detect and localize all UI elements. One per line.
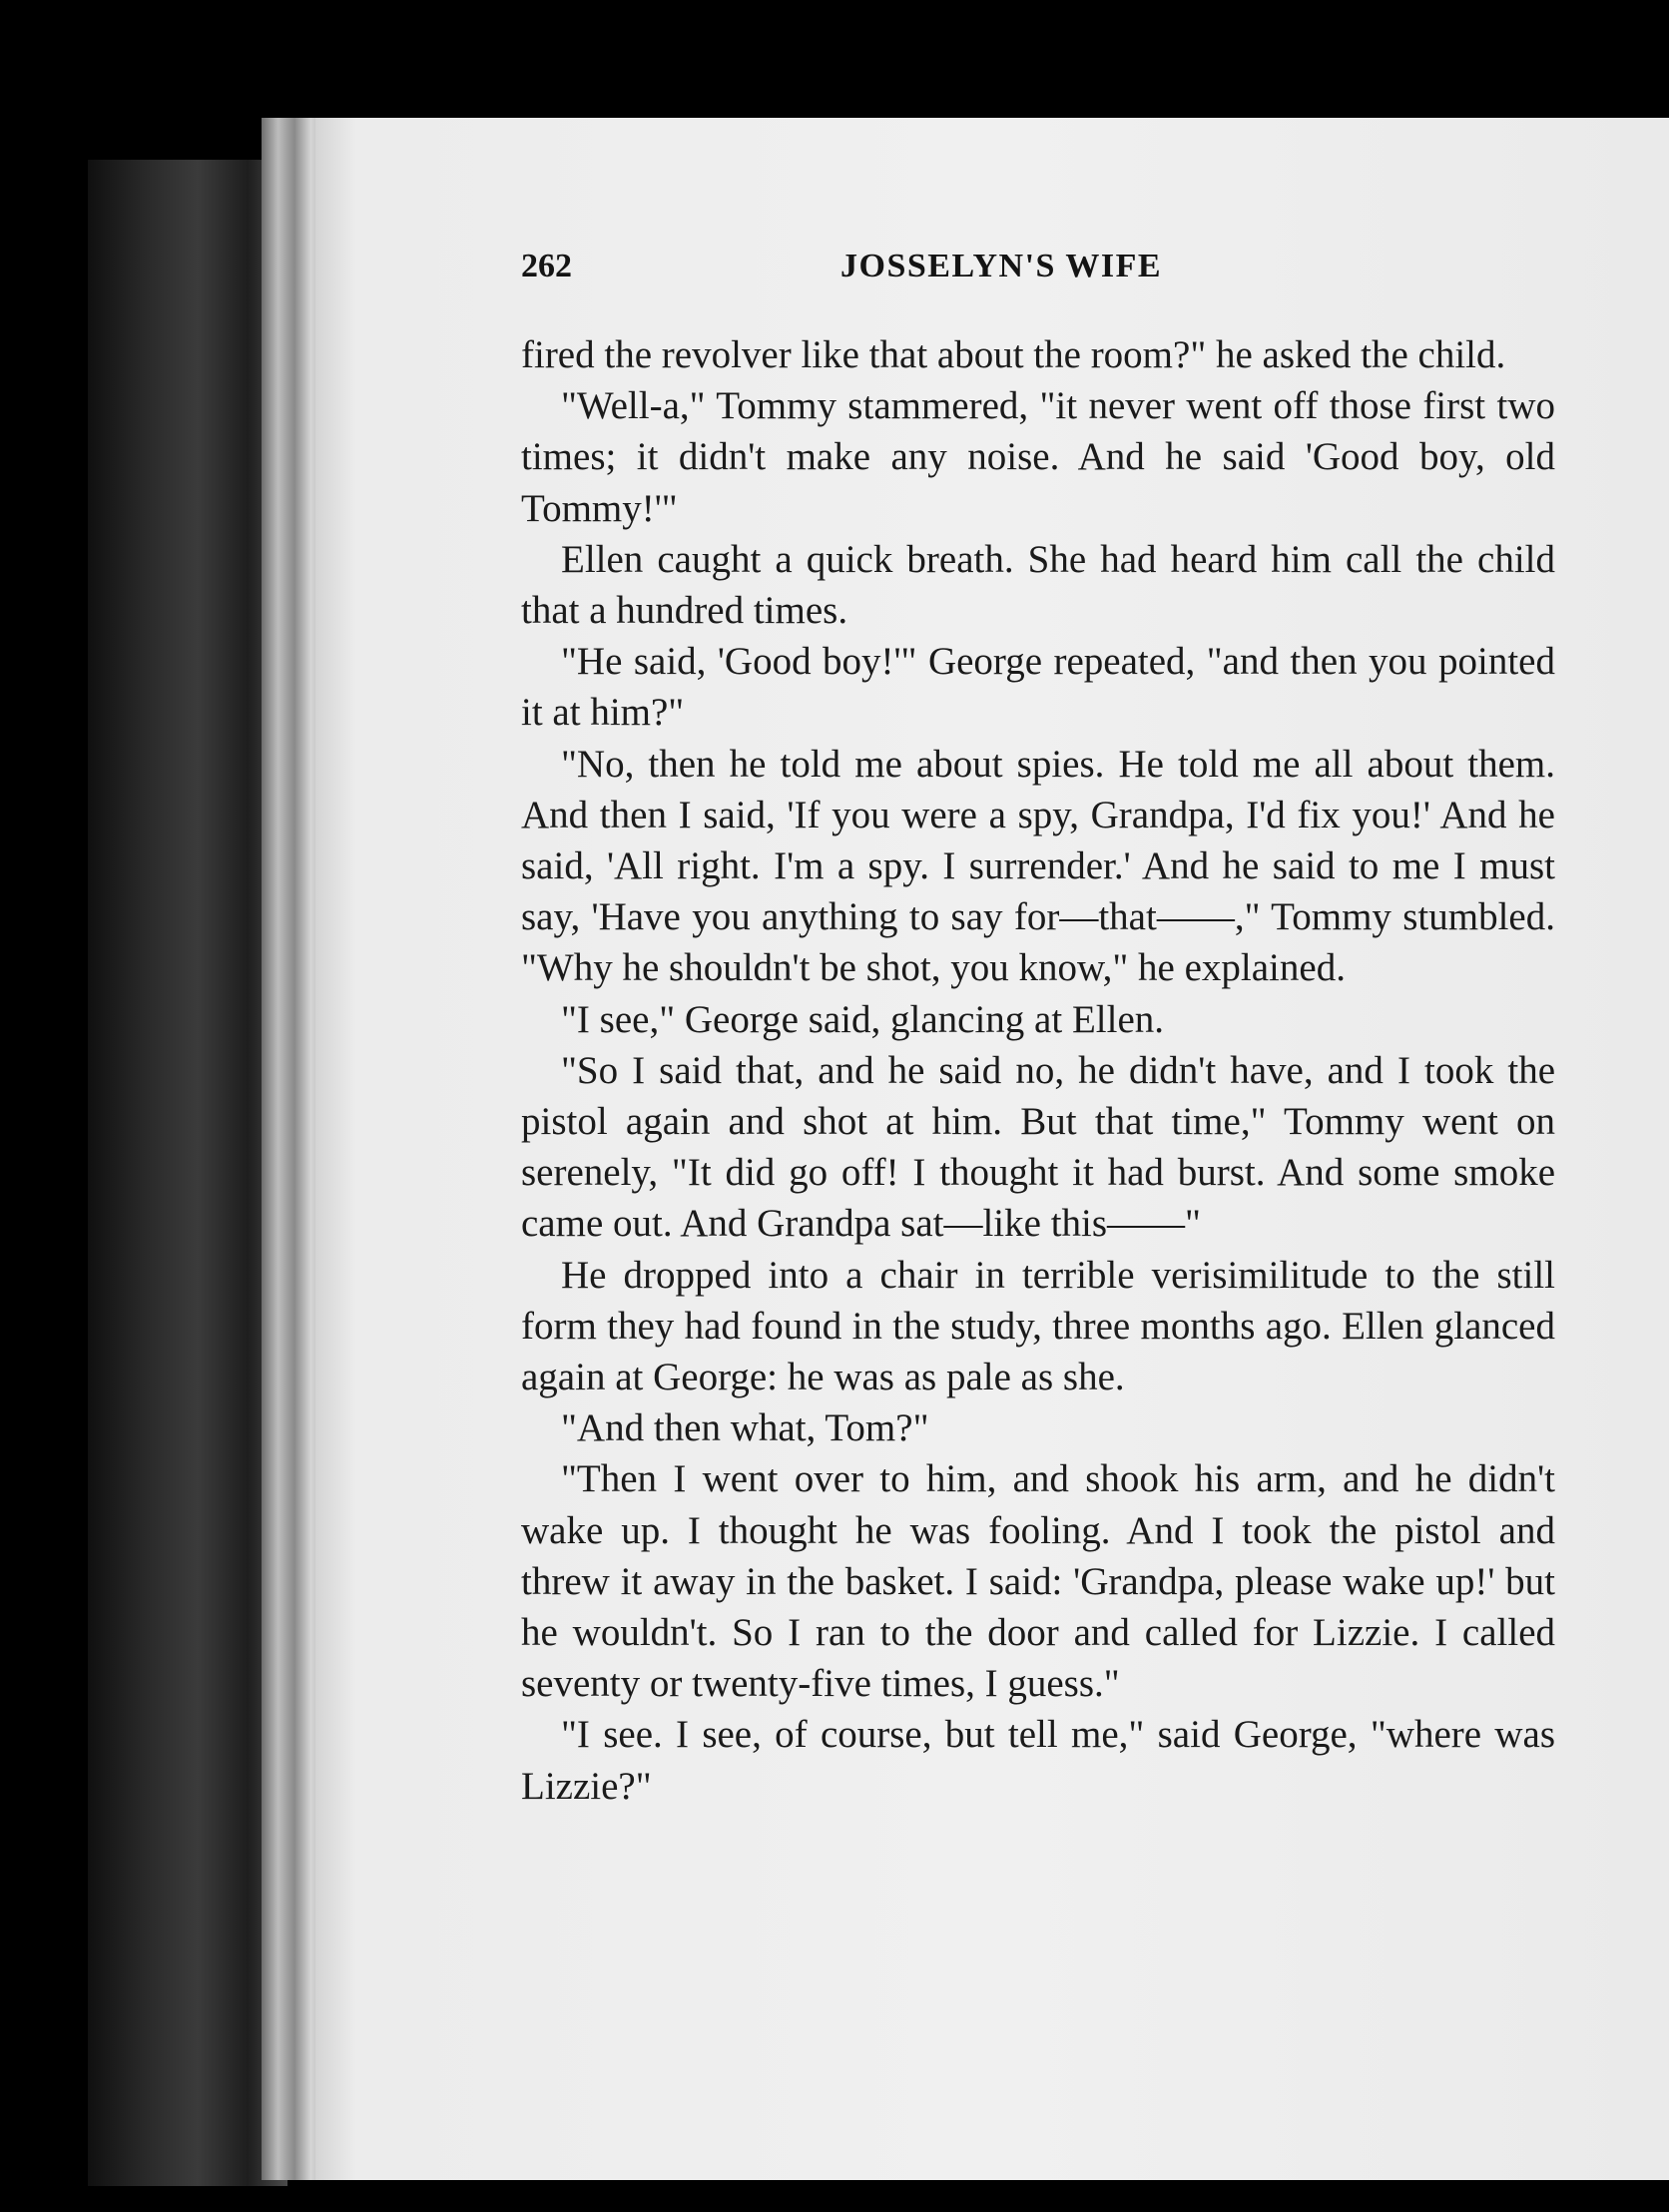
paragraph: fired the revolver like that about the room?" he asked the child.: [521, 333, 1506, 376]
paragraph: "I see. I see, of course, but tell me," said George, "where was Lizzie?": [521, 1713, 1555, 1808]
book-page-edges: [88, 160, 287, 2186]
paragraph: "No, then he told me about spies. He told me all about them. And then I said, 'If you were a spy, Grandpa, I'd fix you!' And he said, 'All right. I'm a spy. I surrender.' And he said to me I must say, 'Have you anything to say for—that——," Tommy stumbled. "Why he shouldn't be shot, you know," he explained.: [521, 742, 1555, 990]
paragraph: "And then what, Tom?": [561, 1406, 929, 1450]
book-title: JOSSELYN'S WIFE: [840, 248, 1163, 284]
paragraph: Ellen caught a quick breath. She had heard him call the child that a hundred times.: [521, 537, 1555, 633]
paragraph: "So I said that, and he said no, he didn't have, and I took the pistol again and shot at him. But that time," Tommy went on serenely, "It did go off! I thought it had burst. And some smoke came out. And Grandpa sat—like this——": [521, 1048, 1555, 1246]
page-number: 262: [521, 248, 572, 284]
paragraph: "I see," George said, glancing at Ellen.: [561, 997, 1165, 1041]
body-text: [521, 329, 1555, 1812]
paragraph: "Then I went over to him, and shook his arm, and he didn't wake up. I thought he was fooling. And I took the pistol and threw it away in the basket. I said: 'Grandpa, please wake up!' but he wouldn't. So I ran to the door and called for Lizzie. I called seventy or twenty-five times, I guess.": [521, 1457, 1555, 1706]
paragraph: He dropped into a chair in terrible verisimilitude to the still form they had found in the study, three months ago. Ellen glanced again at George: he was as pale as she.: [521, 1253, 1555, 1399]
paragraph: "Well-a," Tommy stammered, "it never went off those first two times; it didn't make any noise. And he said 'Good boy, old Tommy!'": [521, 384, 1555, 530]
running-head: [521, 248, 1559, 301]
paragraph: "He said, 'Good boy!'" George repeated, "and then you pointed it at him?": [521, 640, 1555, 735]
